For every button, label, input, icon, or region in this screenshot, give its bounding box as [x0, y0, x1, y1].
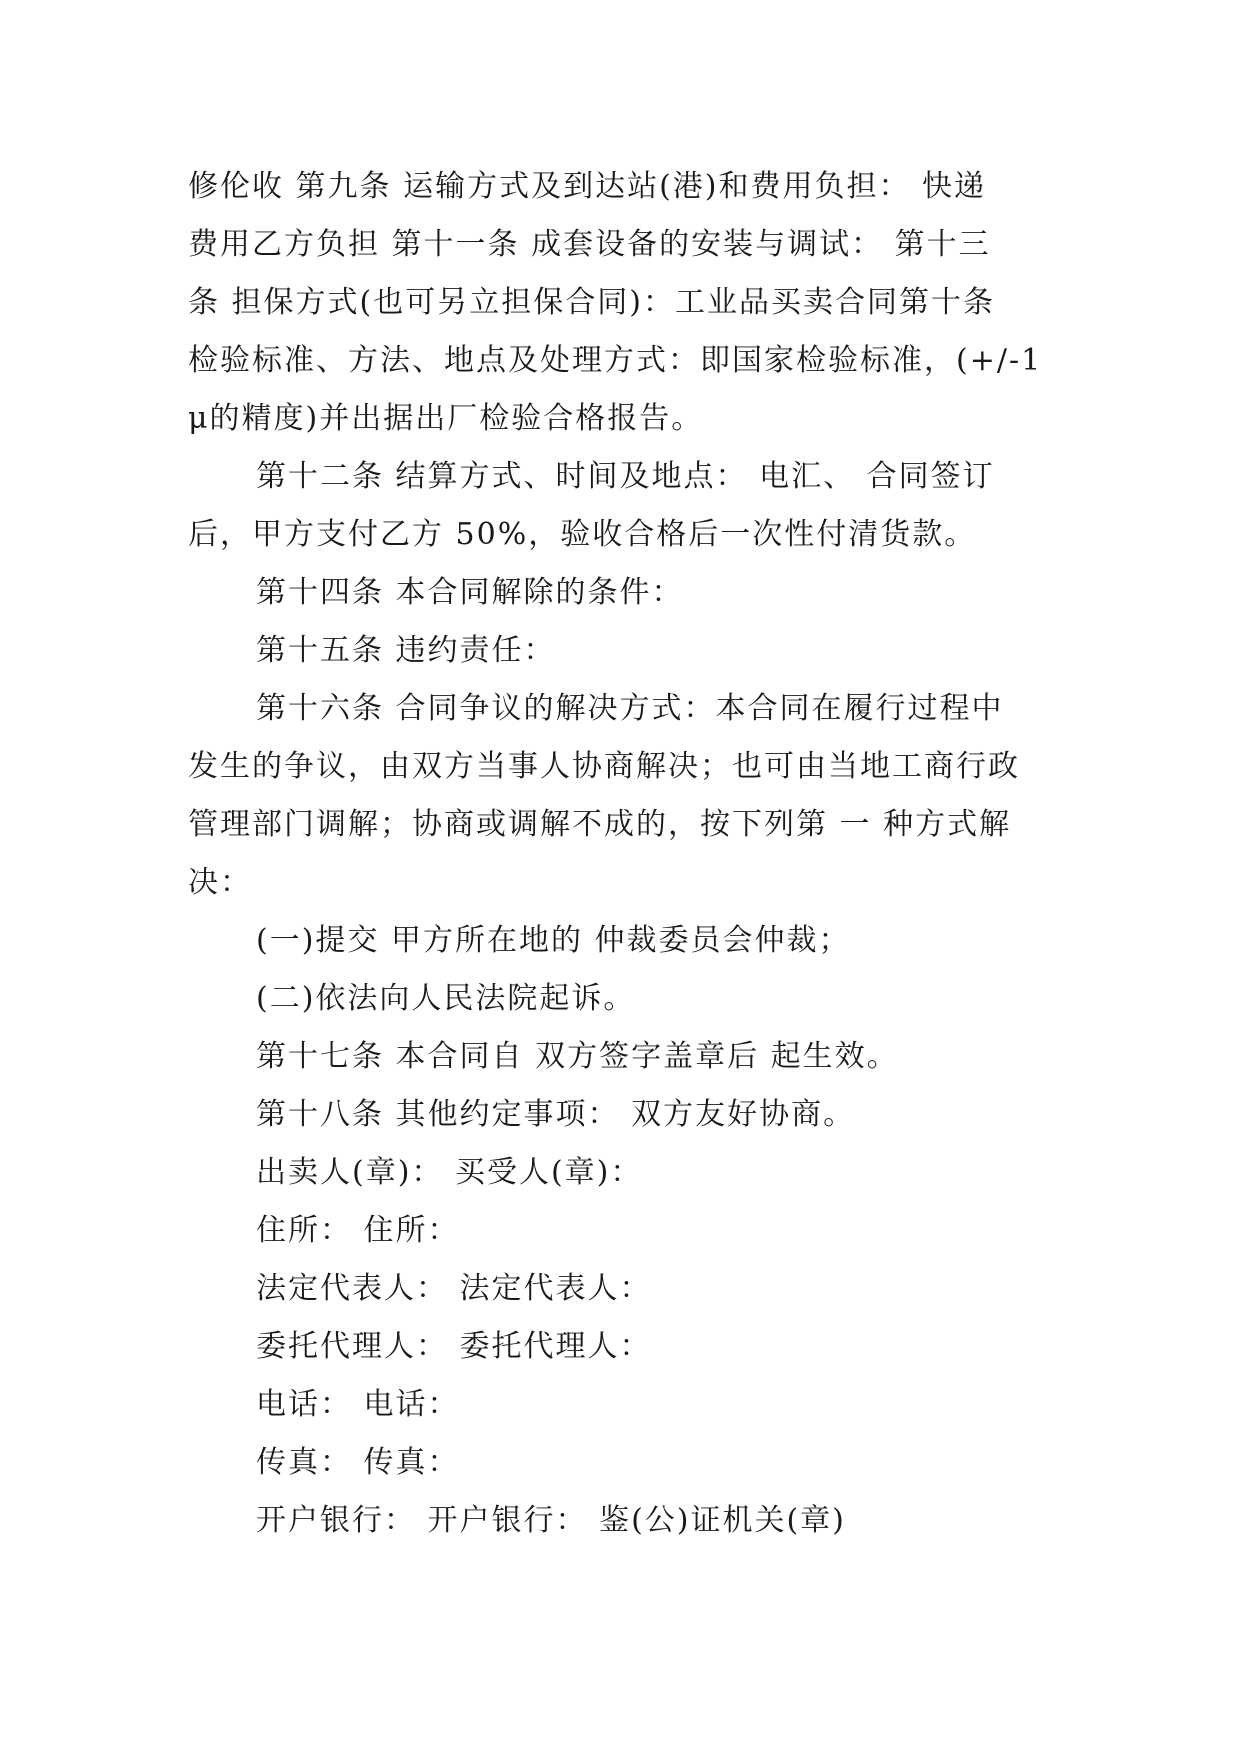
text-line: 第十二条 结算方式、时间及地点： 电汇、 合同签订 [256, 459, 995, 494]
signature-field-line: 出卖人(章)： 买受人(章)： [256, 1155, 643, 1190]
signature-field-line: 传真： 传真： [256, 1445, 460, 1480]
text-line: 检验标准、方法、地点及处理方式：即国家检验标准，(+/-1 [188, 343, 1043, 378]
signature-field-line: 委托代理人： 委托代理人： [256, 1329, 652, 1364]
signature-field-line: 法定代表人： 法定代表人： [256, 1271, 652, 1306]
text-line: 修伦收 第九条 运输方式及到达站(港)和费用负担： 快递 [188, 169, 987, 204]
text-line: 决： [188, 865, 252, 900]
text-line: 条 担保方式(也可另立担保合同)：工业品买卖合同第十条 [188, 285, 995, 320]
text-line: 第十六条 合同争议的解决方式：本合同在履行过程中 [256, 691, 1004, 726]
text-line: 管理部门调解；协商或调解不成的，按下列第 一 种方式解 [188, 807, 1012, 842]
text-line: 发生的争议，由双方当事人协商解决；也可由当地工商行政 [188, 749, 1020, 784]
text-line: 第十八条 其他约定事项： 双方友好协商。 [256, 1097, 856, 1132]
signature-field-line: 开户银行： 开户银行： 鉴(公)证机关(章) [256, 1503, 846, 1538]
text-line: μ的精度)并出据出厂检验合格报告。 [188, 401, 704, 436]
text-line: 后，甲方支付乙方 50%，验收合格后一次性付清货款。 [188, 517, 977, 552]
text-line: (二)依法向人民法院起诉。 [256, 981, 636, 1016]
signature-field-line: 住所： 住所： [256, 1213, 460, 1248]
text-line: 第十五条 违约责任： [256, 633, 556, 668]
text-line: 第十四条 本合同解除的条件： [256, 575, 684, 610]
document-body [188, 158, 1058, 1550]
text-line: (一)提交 甲方所在地的 仲裁委员会仲裁； [256, 923, 851, 958]
text-line: 第十七条 本合同自 双方签字盖章后 起生效。 [256, 1039, 899, 1074]
signature-field-line: 电话： 电话： [256, 1387, 460, 1422]
text-line: 费用乙方负担 第十一条 成套设备的安装与调试： 第十三 [188, 227, 991, 262]
